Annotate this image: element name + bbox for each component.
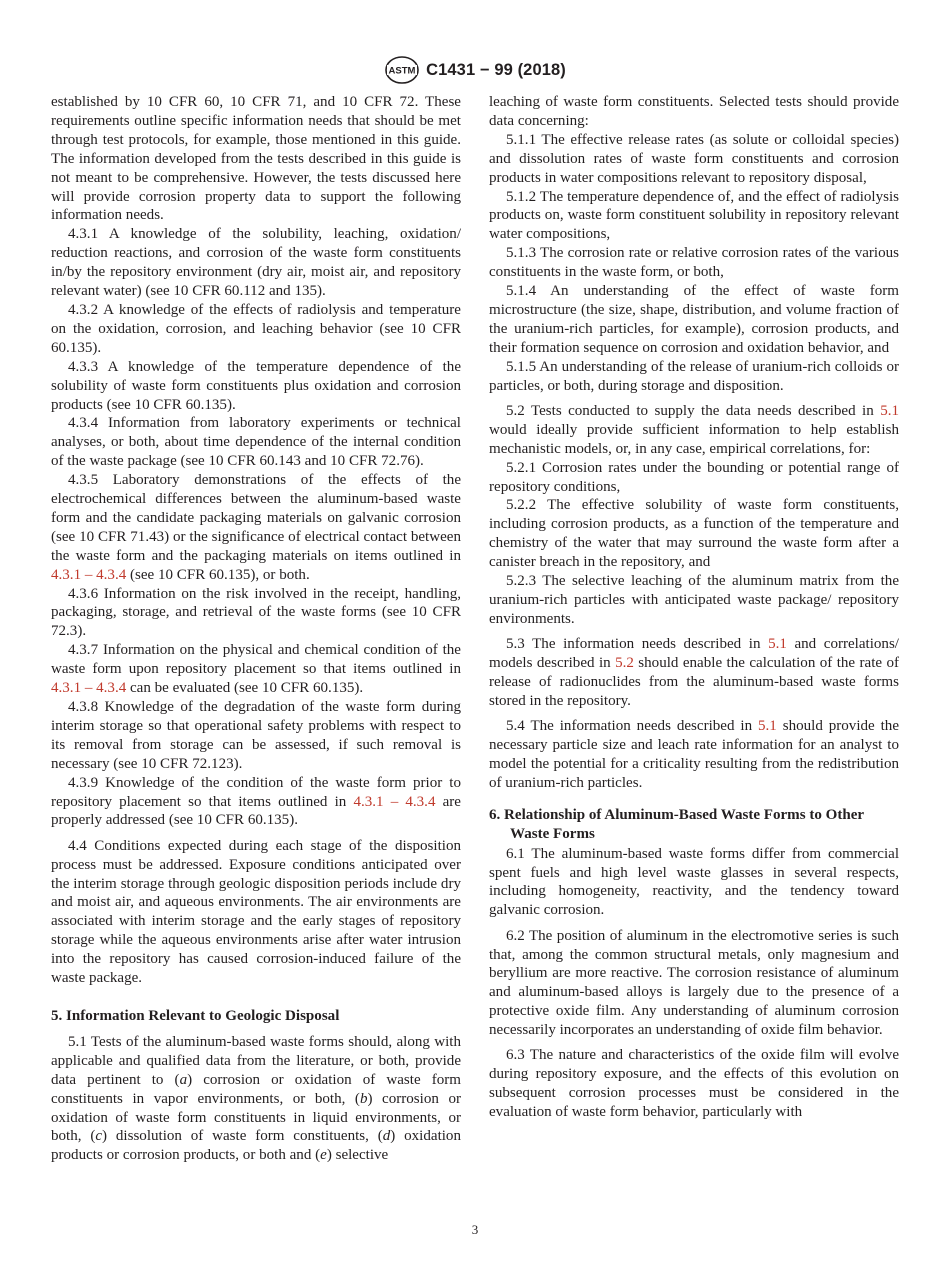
page-header — [0, 55, 950, 85]
paragraph-4-3-8: 4.3.8 Knowledge of the degradation of the waste form during interim storage so that operational safety problems with respect to its removal from storage can be assessed, if such removal is necessary (see 10 CFR 72.123). — [51, 699, 461, 772]
cross-reference-link[interactable]: 4.3.1 – 4.3.4 — [51, 680, 127, 697]
paragraph-4-3-4: 4.3.4 Information from laboratory experiments or technical analyses, or both, about time dependence of the internal condition of the waste package (see 10 CFR 60.143 and 10 CFR 72.76). — [51, 415, 461, 470]
paragraph-4-3-2: 4.3.2 A knowledge of the effects of radiolysis and temperature on the oxidation, corrosion, and leaching behavior (see 10 CFR 60.135). — [51, 301, 461, 356]
paragraph-5-2-2: 5.2.2 The effective solubility of waste form constituents, including corrosion products, as a function of the temperature and chemistry of the water that may surround the waste form after a canister breach in the repository, and — [489, 497, 899, 571]
section-6-heading: 6. Relationship of Aluminum-Based Waste Forms to Other Waste Forms — [489, 806, 864, 842]
cross-reference-link[interactable]: 5.2 — [615, 655, 634, 672]
paragraph-5-3: 5.3 The information needs described in 5.1 and correlations/ models described in 5.2 should enable the calculation of the rate of release of radionuclides from the aluminum-based waste forms stored in the repository. — [489, 636, 900, 709]
paragraph-5-1-2: 5.1.2 The temperature dependence of, and the effect of radiolysis products on, waste form constituent solubility in repository relevant water compositions, — [489, 188, 899, 243]
section-5-heading: 5. Information Relevant to Geologic Disposal — [51, 1007, 340, 1024]
svg-text:ASTM: ASTM — [388, 65, 416, 77]
paragraph-4-3-1: 4.3.1 A knowledge of the solubility, leaching, oxidation/ reduction reactions, and corrosion of the waste form constituents in/by the repository environment (dry air, moist air, and repository relevant water) (see 10 CFR 60.112 and 135). — [51, 226, 461, 300]
astm-logo-icon — [384, 55, 420, 85]
paragraph-6-1: 6.1 The aluminum-based waste forms differ from commercial spent fuels and high level waste glasses in several respects, including homogeneity, reactivity, and the tendency toward galvanic corrosion. — [489, 845, 899, 919]
paragraph-4-4: 4.4 Conditions expected during each stage of the disposition process must be addressed. Exposure conditions anticipated over the interim storage through geologic disposition periods include dry and moist air, and aqueous environments. The air environments are associated with interim storage and the early stages of repository storage while the aqueous environments arise after water intrusion into the repository has caused corrosion-induced failure of the waste package. — [51, 837, 461, 987]
cross-reference-link[interactable]: 4.3.1 – 4.3.4 — [51, 566, 127, 583]
right-column — [489, 93, 899, 1122]
paragraph-5-2-1: 5.2.1 Corrosion rates under the bounding or potential range of repository conditions, — [489, 459, 899, 495]
document-id: C1431 − 99 (2018) — [426, 60, 566, 79]
left-column — [51, 93, 461, 1165]
paragraph-4-3-5: 4.3.5 Laboratory demonstrations of the effects of the electrochemical differences between the aluminum-based waste form and the candidate packaging materials on galvanic corrosion (see 10 CFR 71.43) or the significance of electrical contact between the waste form and the packaging materials on items outlined in 4.3.1 – 4.3.4 (see 10 CFR 60.135), or both. — [51, 472, 461, 583]
paragraph-5-2-3: 5.2.3 The selective leaching of the aluminum matrix from the uranium-rich particles with anticipated waste package/ repository environments. — [489, 573, 899, 627]
paragraph-5-1-3: 5.1.3 The corrosion rate or relative corrosion rates of the various constituents in the waste form, or both, — [489, 245, 899, 281]
paragraph-4-3-6: 4.3.6 Information on the risk involved in the receipt, handling, packaging, storage, and retrieval of the waste forms (see 10 CFR 72.3). — [51, 585, 461, 640]
paragraph-6-2: 6.2 The position of aluminum in the electromotive series is such that, among the common structural metals, only magnesium and beryllium are more reactive. The corrosion resistance of aluminum and aluminum-based alloys is largely due to the presence of a protective oxide film. Any understanding of aluminum corrosion necessarily incorporates an understanding of oxide film behavior. — [489, 927, 899, 1039]
paragraph-5-1: 5.1 Tests of the aluminum-based waste forms should, along with applicable and qualified data from the literature, or both, provide data pertinent to (a) corrosion or oxidation of waste form constituents in vapor environments, or both, (b) corrosion or oxidation of waste form constituents in liquid environments, or both, (c) dissolution of waste form constituents, (d) oxidation products or corrosion products, or both and (e) selective — [51, 1033, 461, 1164]
paragraph-4-3-7: 4.3.7 Information on the physical and chemical condition of the waste form upon repository placement so that items outlined in 4.3.1 – 4.3.4 can be evaluated (see 10 CFR 60.135). — [51, 642, 461, 697]
cross-reference-link[interactable]: 4.3.1 – 4.3.4 — [353, 793, 436, 810]
paragraph-5-1-5: 5.1.5 An understanding of the release of uranium-rich colloids or particles, or both, during storage and disposition. — [489, 358, 899, 394]
paragraph-5-2: 5.2 Tests conducted to supply the data needs described in 5.1 would ideally provide sufficient information to help establish mechanistic models, or, in any case, empirical correlations, for: — [489, 402, 899, 457]
paragraph-5-1-1: 5.1.1 The effective release rates (as solute or colloidal species) and dissolution rates of waste form constituents and corrosion products in water compositions relevant to repository disposal, — [489, 131, 899, 186]
cross-reference-link[interactable]: 5.1 — [880, 402, 899, 419]
cross-reference-link[interactable]: 5.1 — [758, 718, 777, 735]
paragraph-5-1-4: 5.1.4 An understanding of the effect of waste form microstructure (the size, shape, distribution, and volume fraction of the uranium-rich particles, for example), corrosion products, and their formation sequence on corrosion and oxidation behavior, and — [489, 283, 899, 356]
paragraph-5-1-continued: leaching of waste form constituents. Selected tests should provide data concerning: — [489, 94, 899, 129]
cross-reference-link[interactable]: 5.1 — [768, 636, 787, 653]
paragraph-5-4: 5.4 The information needs described in 5.1 should provide the necessary particle size and leach rate information for an analyst to model the potential for a criticality resulting from the redistribution of uranium-rich particles. — [489, 718, 899, 791]
paragraph-4-3-9: 4.3.9 Knowledge of the condition of the waste form prior to repository placement so that items outlined in 4.3.1 – 4.3.4 are properly addressed (see 10 CFR 60.135). — [51, 774, 461, 829]
paragraph-4-3-continued: established by 10 CFR 60, 10 CFR 71, and 10 CFR 72. These requirements outline specific information needs that should be met through test protocols, for example, those mentioned in this guide. The information developed from the tests described in this guide is not meant to be comprehensive. However, the tests discussed here will provide corrosion property data to support the following information needs. — [51, 94, 461, 224]
paragraph-6-3: 6.3 The nature and characteristics of the oxide film will evolve during repository exposure, and the effects of this evolution on subsequent corrosion processes must be considered in the evaluation of waste form behavior, particularly with — [489, 1047, 899, 1121]
paragraph-4-3-3: 4.3.3 A knowledge of the temperature dependence of the solubility of waste form constituents plus oxidation and corrosion products (see 10 CFR 60.135). — [51, 358, 461, 413]
page-number: 3 — [471, 1222, 479, 1237]
